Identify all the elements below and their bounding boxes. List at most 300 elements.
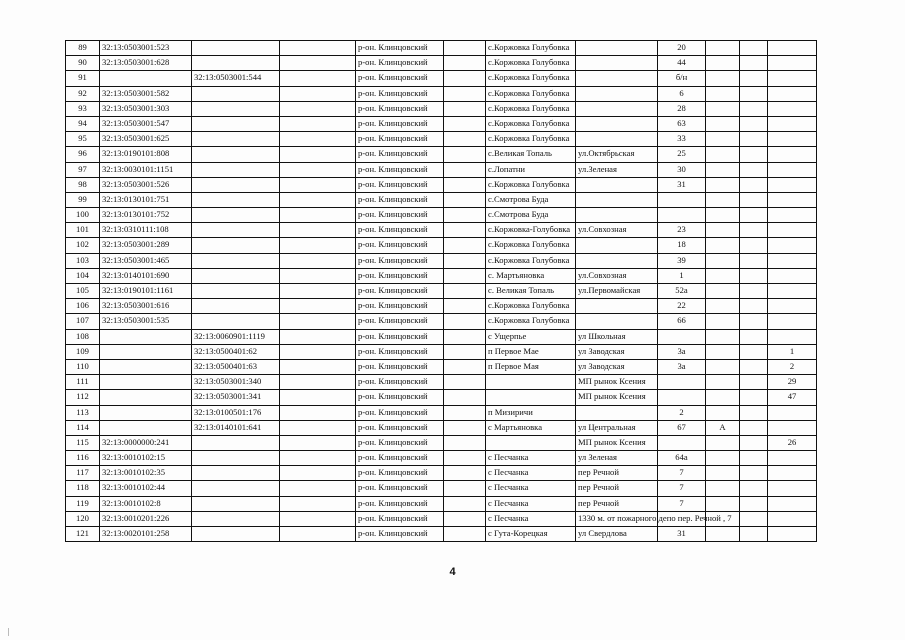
row-number: 90	[66, 56, 100, 71]
row-number: 108	[66, 329, 100, 344]
district-name: р-он. Клинцовский	[356, 71, 444, 86]
blank-cell	[280, 435, 356, 450]
unit-number	[768, 268, 817, 283]
building-letter	[706, 192, 740, 207]
blank-cell	[280, 359, 356, 374]
cadastral-number-alt	[192, 238, 280, 253]
row-number: 98	[66, 177, 100, 192]
table-row	[66, 511, 817, 526]
table-row	[66, 344, 817, 359]
cadastral-number: 32:13:0503001:289	[100, 238, 192, 253]
table-row	[66, 223, 817, 238]
settlement-name: п Первое Мая	[486, 359, 576, 374]
district-name: р-он. Клинцовский	[356, 284, 444, 299]
blank-cell	[740, 375, 768, 390]
cadastral-number-alt: 32:13:0140101:641	[192, 420, 280, 435]
district-name: р-он. Клинцовский	[356, 527, 444, 542]
unit-number	[768, 405, 817, 420]
building-letter	[706, 390, 740, 405]
street-name: МП рынок Ксения	[576, 375, 658, 390]
blank-cell	[740, 41, 768, 56]
cadastral-number: 32:13:0503001:582	[100, 86, 192, 101]
table-row	[66, 208, 817, 223]
table-row	[66, 116, 817, 131]
row-number: 115	[66, 435, 100, 450]
cadastral-number: 32:13:0020101:258	[100, 527, 192, 542]
blank-cell	[444, 511, 486, 526]
cadastral-number: 32:13:0010201:226	[100, 511, 192, 526]
blank-cell	[740, 359, 768, 374]
house-number: 2	[658, 405, 706, 420]
blank-cell	[280, 223, 356, 238]
unit-number	[768, 192, 817, 207]
house-number: 1	[658, 268, 706, 283]
settlement-name: с.Коржовка Голубовка	[486, 71, 576, 86]
street-name	[576, 101, 658, 116]
blank-cell	[444, 466, 486, 481]
cadastral-number: 32:13:0030101:1151	[100, 162, 192, 177]
unit-number	[768, 208, 817, 223]
blank-cell	[740, 284, 768, 299]
cadastral-number	[100, 71, 192, 86]
house-number: 25	[658, 147, 706, 162]
cadastral-number-alt	[192, 41, 280, 56]
blank-cell	[740, 86, 768, 101]
cadastral-number	[100, 359, 192, 374]
house-number: б/н	[658, 71, 706, 86]
settlement-name: с.Коржовка Голубовка	[486, 86, 576, 101]
settlement-name: с.Коржовка Голубовка	[486, 238, 576, 253]
table-row	[66, 496, 817, 511]
blank-cell	[444, 208, 486, 223]
row-number: 110	[66, 359, 100, 374]
blank-cell	[280, 329, 356, 344]
building-letter	[706, 435, 740, 450]
settlement-name: с Песчанка	[486, 466, 576, 481]
building-letter	[706, 147, 740, 162]
blank-cell	[280, 162, 356, 177]
blank-cell	[740, 405, 768, 420]
blank-cell	[280, 375, 356, 390]
blank-cell	[444, 359, 486, 374]
unit-number	[768, 223, 817, 238]
district-name: р-он. Клинцовский	[356, 101, 444, 116]
street-name	[576, 116, 658, 131]
cadastral-number-alt	[192, 192, 280, 207]
cadastral-number	[100, 344, 192, 359]
unit-number	[768, 481, 817, 496]
cadastral-number-alt	[192, 511, 280, 526]
district-name: р-он. Клинцовский	[356, 132, 444, 147]
blank-cell	[444, 390, 486, 405]
cadastral-number: 32:13:0010102:35	[100, 466, 192, 481]
cadastral-number: 32:13:0010102:15	[100, 451, 192, 466]
cadastral-number-alt	[192, 466, 280, 481]
street-name: ул Заводская	[576, 344, 658, 359]
street-name: ул.Первомайская	[576, 284, 658, 299]
cadastral-number-alt: 32:13:0100501:176	[192, 405, 280, 420]
building-letter	[706, 162, 740, 177]
blank-cell	[444, 527, 486, 542]
building-letter	[706, 71, 740, 86]
house-number: 31	[658, 177, 706, 192]
row-number: 117	[66, 466, 100, 481]
cadastral-number-alt	[192, 299, 280, 314]
house-number: 7	[658, 466, 706, 481]
row-number: 93	[66, 101, 100, 116]
street-name: ул Центральная	[576, 420, 658, 435]
cadastral-number: 32:13:0503001:535	[100, 314, 192, 329]
street-name	[576, 208, 658, 223]
blank-cell	[280, 192, 356, 207]
district-name: р-он. Клинцовский	[356, 192, 444, 207]
district-name: р-он. Клинцовский	[356, 314, 444, 329]
cadastral-number: 32:13:0310111:108	[100, 223, 192, 238]
unit-number	[768, 56, 817, 71]
house-number	[658, 375, 706, 390]
row-number: 106	[66, 299, 100, 314]
house-number	[658, 208, 706, 223]
blank-cell	[444, 223, 486, 238]
row-number: 103	[66, 253, 100, 268]
street-name: 1330 м. от пожарного депо пер. Речной , 7	[576, 511, 658, 526]
blank-cell	[740, 253, 768, 268]
blank-cell	[444, 116, 486, 131]
unit-number	[768, 177, 817, 192]
building-letter	[706, 481, 740, 496]
table-row	[66, 451, 817, 466]
district-name: р-он. Клинцовский	[356, 344, 444, 359]
building-letter	[706, 41, 740, 56]
house-number	[658, 435, 706, 450]
district-name: р-он. Клинцовский	[356, 466, 444, 481]
row-number: 107	[66, 314, 100, 329]
blank-cell	[740, 101, 768, 116]
blank-cell	[740, 496, 768, 511]
blank-cell	[740, 435, 768, 450]
blank-cell	[740, 466, 768, 481]
unit-number	[768, 71, 817, 86]
building-letter	[706, 299, 740, 314]
building-letter: А	[706, 420, 740, 435]
blank-cell	[444, 314, 486, 329]
district-name: р-он. Клинцовский	[356, 41, 444, 56]
settlement-name: с.Коржовка-Голубовка	[486, 223, 576, 238]
blank-cell	[444, 405, 486, 420]
unit-number: 2	[768, 359, 817, 374]
blank-cell	[444, 86, 486, 101]
settlement-name: с.Лопатни	[486, 162, 576, 177]
street-name	[576, 192, 658, 207]
street-name: ул Заводская	[576, 359, 658, 374]
blank-cell	[740, 223, 768, 238]
building-letter	[706, 527, 740, 542]
settlement-name: с Гута-Корецкая	[486, 527, 576, 542]
table-row	[66, 268, 817, 283]
table-row	[66, 314, 817, 329]
blank-cell	[280, 420, 356, 435]
row-number: 97	[66, 162, 100, 177]
unit-number: 29	[768, 375, 817, 390]
unit-number	[768, 420, 817, 435]
district-name: р-он. Клинцовский	[356, 56, 444, 71]
table-row	[66, 147, 817, 162]
cadastral-number-alt: 32:13:0500401:63	[192, 359, 280, 374]
settlement-name: с.Коржовка Голубовка	[486, 116, 576, 131]
street-name: пер Речной	[576, 481, 658, 496]
district-name: р-он. Клинцовский	[356, 375, 444, 390]
blank-cell	[444, 41, 486, 56]
district-name: р-он. Клинцовский	[356, 268, 444, 283]
row-number: 119	[66, 496, 100, 511]
street-name: ул.Совхозная	[576, 223, 658, 238]
blank-cell	[280, 299, 356, 314]
table-row	[66, 299, 817, 314]
cadastral-number-alt: 32:13:0500401:62	[192, 344, 280, 359]
table-row	[66, 375, 817, 390]
district-name: р-он. Клинцовский	[356, 481, 444, 496]
cadastral-number: 32:13:0190101:808	[100, 147, 192, 162]
settlement-name: с.Коржовка Голубовка	[486, 177, 576, 192]
unit-number	[768, 329, 817, 344]
blank-cell	[444, 420, 486, 435]
blank-cell	[444, 344, 486, 359]
blank-cell	[280, 511, 356, 526]
building-letter	[706, 86, 740, 101]
table-row	[66, 481, 817, 496]
cadastral-number: 32:13:0503001:628	[100, 56, 192, 71]
building-letter	[706, 375, 740, 390]
cadastral-number-alt	[192, 284, 280, 299]
table-row	[66, 86, 817, 101]
unit-number	[768, 466, 817, 481]
row-number: 101	[66, 223, 100, 238]
table-row	[66, 253, 817, 268]
street-name: ул.Октябрьская	[576, 147, 658, 162]
blank-cell	[280, 86, 356, 101]
row-number: 120	[66, 511, 100, 526]
blank-cell	[740, 147, 768, 162]
unit-number	[768, 41, 817, 56]
blank-cell	[280, 132, 356, 147]
cadastral-number: 32:13:0130101:752	[100, 208, 192, 223]
table-row	[66, 435, 817, 450]
street-name: ул Школьная	[576, 329, 658, 344]
district-name: р-он. Клинцовский	[356, 162, 444, 177]
blank-cell	[740, 481, 768, 496]
unit-number	[768, 299, 817, 314]
cadastral-number	[100, 420, 192, 435]
blank-cell	[280, 314, 356, 329]
unit-number	[768, 86, 817, 101]
unit-number	[768, 238, 817, 253]
blank-cell	[280, 496, 356, 511]
district-name: р-он. Клинцовский	[356, 238, 444, 253]
blank-cell	[740, 314, 768, 329]
district-name: р-он. Клинцовский	[356, 299, 444, 314]
row-number: 91	[66, 71, 100, 86]
building-letter	[706, 116, 740, 131]
cadastral-number-alt	[192, 435, 280, 450]
street-name: ул Зеленая	[576, 451, 658, 466]
cadastral-number-alt: 32:13:0503001:544	[192, 71, 280, 86]
row-number: 104	[66, 268, 100, 283]
unit-number	[768, 147, 817, 162]
house-number: 39	[658, 253, 706, 268]
unit-number	[768, 314, 817, 329]
cadastral-number-alt	[192, 496, 280, 511]
district-name: р-он. Клинцовский	[356, 451, 444, 466]
blank-cell	[444, 147, 486, 162]
blank-cell	[740, 344, 768, 359]
street-name: ул.Совхозная	[576, 268, 658, 283]
building-letter	[706, 405, 740, 420]
settlement-name: с.Коржовка Голубовка	[486, 101, 576, 116]
row-number: 94	[66, 116, 100, 131]
blank-cell	[740, 268, 768, 283]
registry-table	[65, 40, 817, 542]
building-letter	[706, 238, 740, 253]
blank-cell	[280, 253, 356, 268]
house-number: 44	[658, 56, 706, 71]
settlement-name: с.Коржовка Голубовка	[486, 314, 576, 329]
street-name: МП рынок Ксения	[576, 435, 658, 450]
table-row	[66, 527, 817, 542]
blank-cell	[740, 56, 768, 71]
cadastral-number-alt	[192, 177, 280, 192]
street-name: МП рынок Ксения	[576, 390, 658, 405]
row-number: 99	[66, 192, 100, 207]
blank-cell	[740, 71, 768, 86]
district-name: р-он. Клинцовский	[356, 208, 444, 223]
unit-number	[768, 496, 817, 511]
table-row	[66, 132, 817, 147]
district-name: р-он. Клинцовский	[356, 329, 444, 344]
unit-number	[768, 162, 817, 177]
blank-cell	[740, 192, 768, 207]
cadastral-number: 32:13:0503001:465	[100, 253, 192, 268]
settlement-name: с.Коржовка Голубовка	[486, 41, 576, 56]
district-name: р-он. Клинцовский	[356, 253, 444, 268]
table-row	[66, 284, 817, 299]
row-number: 100	[66, 208, 100, 223]
blank-cell	[280, 41, 356, 56]
blank-cell	[444, 496, 486, 511]
street-name	[576, 177, 658, 192]
settlement-name: п Первое Мае	[486, 344, 576, 359]
house-number: 3а	[658, 344, 706, 359]
table-body	[66, 41, 817, 542]
house-number: 3а	[658, 359, 706, 374]
cadastral-number-alt	[192, 101, 280, 116]
blank-cell	[444, 177, 486, 192]
house-number: 66	[658, 314, 706, 329]
street-name	[576, 56, 658, 71]
building-letter	[706, 177, 740, 192]
unit-number: 47	[768, 390, 817, 405]
unit-number	[768, 451, 817, 466]
settlement-name: с.Великая Топаль	[486, 147, 576, 162]
street-name	[576, 299, 658, 314]
unit-number	[768, 511, 817, 526]
street-name	[576, 132, 658, 147]
house-number: 23	[658, 223, 706, 238]
district-name: р-он. Клинцовский	[356, 435, 444, 450]
cadastral-number	[100, 390, 192, 405]
house-number: 30	[658, 162, 706, 177]
blank-cell	[740, 299, 768, 314]
blank-cell	[280, 177, 356, 192]
blank-cell	[280, 56, 356, 71]
settlement-name	[486, 390, 576, 405]
cadastral-number-alt	[192, 268, 280, 283]
blank-cell	[740, 132, 768, 147]
cadastral-number-alt	[192, 132, 280, 147]
unit-number	[768, 284, 817, 299]
blank-cell	[280, 451, 356, 466]
cadastral-number: 32:13:0503001:547	[100, 116, 192, 131]
settlement-name: с Песчанка	[486, 481, 576, 496]
blank-cell	[280, 101, 356, 116]
cadastral-number-alt	[192, 56, 280, 71]
house-number: 18	[658, 238, 706, 253]
blank-cell	[740, 511, 768, 526]
row-number: 116	[66, 451, 100, 466]
blank-cell	[280, 466, 356, 481]
settlement-name: с Ущерпье	[486, 329, 576, 344]
unit-number	[768, 132, 817, 147]
house-number: 22	[658, 299, 706, 314]
cadastral-number: 32:13:0010102:8	[100, 496, 192, 511]
row-number: 121	[66, 527, 100, 542]
street-name: пер Речной	[576, 496, 658, 511]
building-letter	[706, 344, 740, 359]
row-number: 118	[66, 481, 100, 496]
blank-cell	[444, 299, 486, 314]
cadastral-number: 32:13:0503001:625	[100, 132, 192, 147]
blank-cell	[444, 435, 486, 450]
settlement-name: с.Коржовка Голубовка	[486, 299, 576, 314]
blank-cell	[740, 162, 768, 177]
blank-cell	[740, 527, 768, 542]
building-letter	[706, 223, 740, 238]
cadastral-number	[100, 329, 192, 344]
settlement-name: с Песчанка	[486, 451, 576, 466]
cadastral-number: 32:13:0503001:303	[100, 101, 192, 116]
cadastral-number-alt: 32:13:0060901:1119	[192, 329, 280, 344]
blank-cell	[444, 132, 486, 147]
row-number: 112	[66, 390, 100, 405]
building-letter	[706, 314, 740, 329]
house-number: 20	[658, 41, 706, 56]
building-letter	[706, 451, 740, 466]
house-number: 28	[658, 101, 706, 116]
blank-cell	[280, 344, 356, 359]
cadastral-number: 32:13:0000000:241	[100, 435, 192, 450]
table-row	[66, 56, 817, 71]
unit-number: 26	[768, 435, 817, 450]
street-name	[576, 41, 658, 56]
blank-cell	[280, 147, 356, 162]
house-number: 63	[658, 116, 706, 131]
cadastral-number-alt	[192, 314, 280, 329]
table-row	[66, 71, 817, 86]
cadastral-number-alt	[192, 208, 280, 223]
blank-cell	[740, 116, 768, 131]
table-row	[66, 177, 817, 192]
blank-cell	[444, 375, 486, 390]
cadastral-number-alt	[192, 147, 280, 162]
